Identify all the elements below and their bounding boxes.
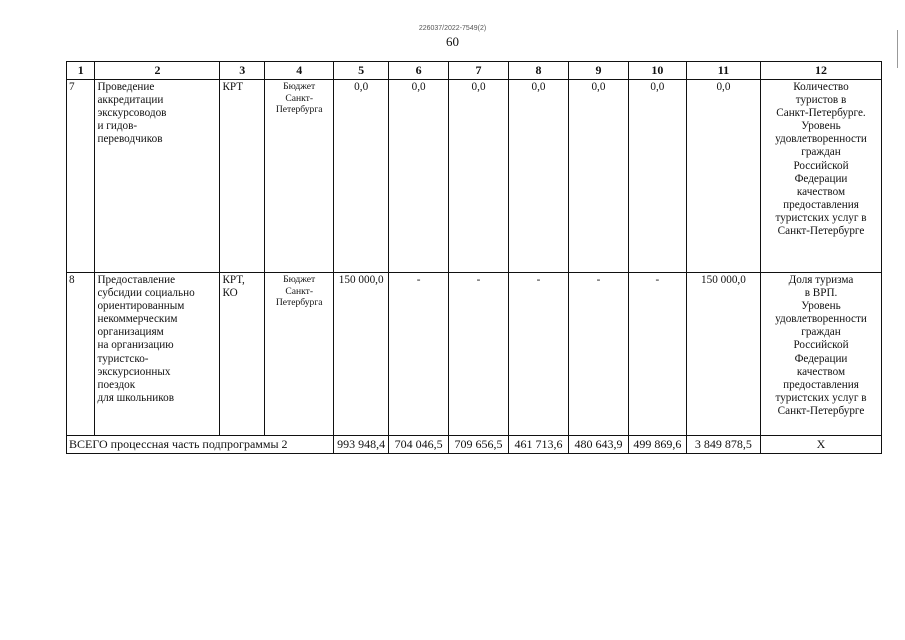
value-cell: - [389,273,449,436]
column-header: 6 [389,62,449,80]
column-number-row [67,62,882,80]
value-cell: 0,0 [568,80,628,273]
text-line: организациям [97,326,164,339]
value-cell: 0,0 [686,80,760,273]
total-value: 480 643,9 [568,436,628,454]
measure-name [95,80,220,273]
total-value: 709 656,5 [449,436,509,454]
text-line: КРТ, [222,274,245,286]
row-number: 7 [67,80,95,273]
column-header: 5 [334,62,389,80]
text-line: удовлетворенности [775,313,867,326]
column-header: 8 [509,62,569,80]
page-number: 60 [446,34,459,49]
text-line: Петербурга [275,104,323,115]
text-line: Санкт-Петербурге [777,404,865,417]
text-line: экскурсионных [97,365,171,378]
text-line: граждан [801,146,841,159]
text-line: туристских услуг в [775,391,867,404]
value-cell: 0,0 [389,80,449,273]
text-line: туристско- [97,352,149,365]
text-line: Санкт- [285,92,314,104]
text-line: для школьников [97,391,174,404]
text-line: Проведение [97,81,155,93]
text-line: поездок [97,378,136,391]
column-header: 12 [761,62,882,80]
text-line: удовлетворенности [775,133,867,146]
text-line: переводчиков [97,133,163,146]
text-line: Количество [793,81,849,93]
column-header: 7 [449,62,509,80]
indicator [761,80,882,273]
text-line: субсидии социально [97,287,195,300]
indicator [761,273,882,436]
text-line: туристов в [795,94,847,107]
total-value: 461 713,6 [509,436,569,454]
executor [220,273,265,436]
column-header: 11 [686,62,760,80]
text-line: Уровень [801,300,841,313]
text-line: экскурсоводов [97,107,167,120]
text-line: качеством [796,365,846,378]
row-number: 8 [67,273,95,436]
text-line: Федерации [794,352,848,365]
measure-name [95,273,220,436]
text-line: Санкт-Петербурге. [776,107,866,120]
funding-source [265,80,334,273]
value-cell: 150 000,0 [334,273,389,436]
table-row [67,80,882,273]
text-line: некоммерческим [97,313,178,326]
text-line: Санкт-Петербурге [777,225,865,238]
text-line: Доля туризма [788,274,854,286]
value-cell: 0,0 [334,80,389,273]
text-line: Санкт- [285,285,314,297]
text-line: качеством [796,185,846,198]
scan-edge-mark [897,30,900,68]
text-line: граждан [801,326,841,339]
text-line: Петербурга [275,297,323,308]
text-line: на организацию [97,339,174,352]
text-line: Уровень [801,120,841,133]
value-cell: - [568,273,628,436]
column-header: 1 [67,62,95,80]
text-line: Российской [793,339,849,352]
text-line: предоставления [783,378,859,391]
text-line: аккредитации [97,94,164,107]
text-line: Предоставление [97,274,176,286]
text-line: туристских услуг в [775,211,867,224]
total-label: ВСЕГО процессная часть подпрограммы 2 [67,436,334,454]
value-cell: 0,0 [628,80,686,273]
column-header: 3 [220,62,265,80]
text-line: Бюджет [283,81,316,92]
executor [220,80,265,273]
document-id: 226037/2022-7549(2) [418,25,487,32]
text-line: Российской [793,159,849,172]
column-header: 2 [95,62,220,80]
value-cell: - [509,273,569,436]
text-line: в ВРП. [804,287,838,300]
text-line: Бюджет [283,274,316,285]
text-line: КРТ [222,81,244,93]
column-header: 10 [628,62,686,80]
text-line: и гидов- [97,120,138,133]
total-value: 704 046,5 [389,436,449,454]
text-line: Федерации [794,172,848,185]
funding-source [265,273,334,436]
program-table [66,61,882,454]
total-value: 3 849 878,5 [686,436,760,454]
value-cell: - [449,273,509,436]
value-cell: 150 000,0 [686,273,760,436]
total-value: 993 948,4 [334,436,389,454]
text-line: КО [222,287,238,300]
column-header: 4 [265,62,334,80]
column-header: 9 [568,62,628,80]
value-cell: - [628,273,686,436]
value-cell: 0,0 [509,80,569,273]
table-row [67,273,882,436]
total-value: 499 869,6 [628,436,686,454]
total-row [67,436,882,454]
value-cell: 0,0 [449,80,509,273]
text-line: ориентированным [97,300,185,313]
text-line: предоставления [783,198,859,211]
total-indicator: Х [761,436,882,454]
